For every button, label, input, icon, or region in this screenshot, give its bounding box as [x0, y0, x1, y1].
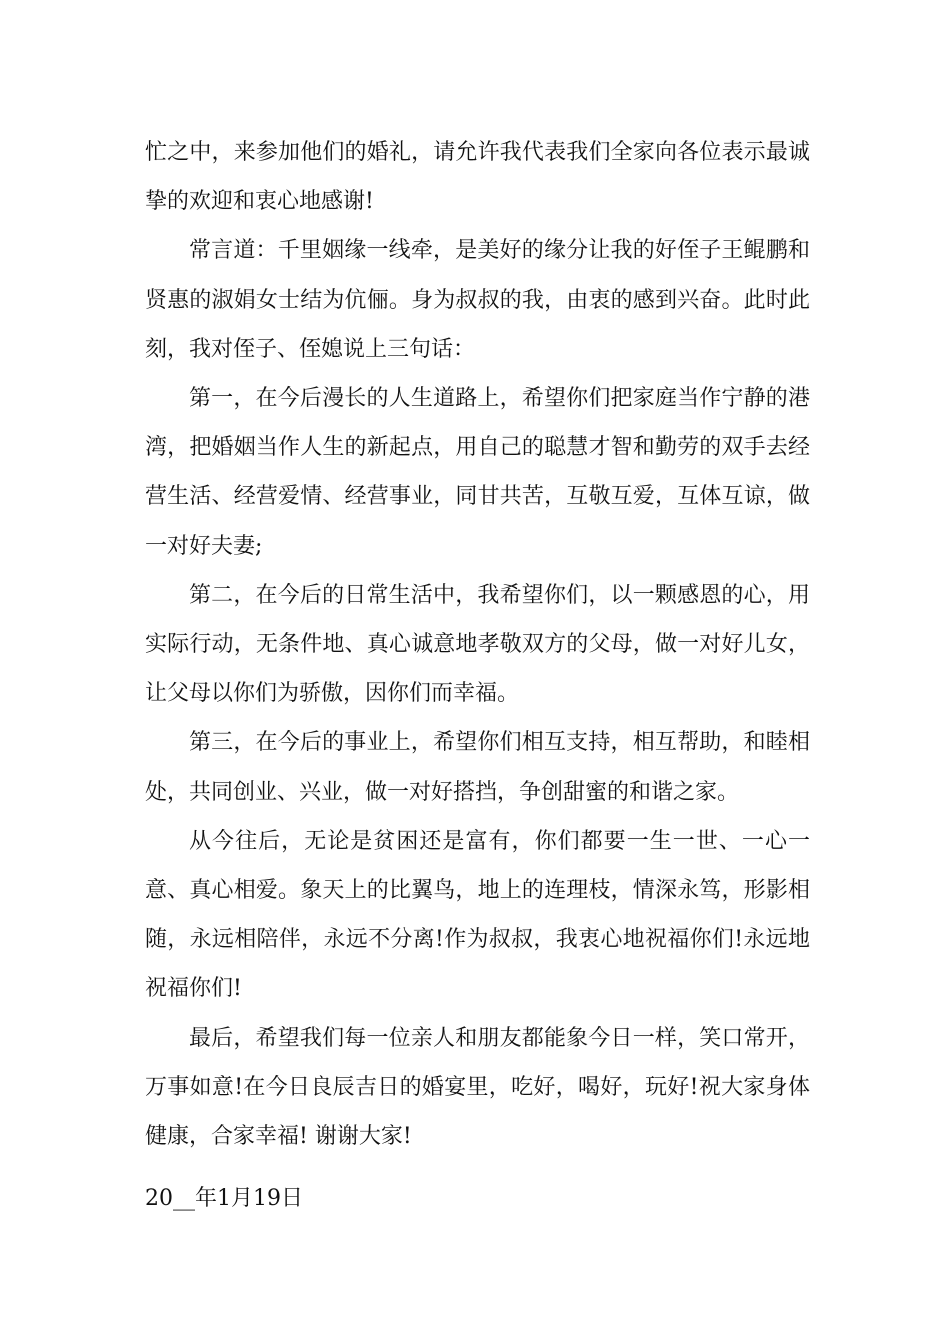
paragraph-blessing: 从今往后，无论是贫困还是富有，你们都要一生一世、一心一意、真心相爱。象天上的比翼鸟，地上的连理枝，情深永笃，形影相随，永远相陪伴，永远不分离!作为叔叔，我衷心地祝福你们!永远地祝福你们! [145, 828, 810, 1002]
paragraph-proverb: 常言道：千里姻缘一线牵，是美好的缘分让我的好侄子王鲲鹏和贤惠的淑娟女士结为伉俪。身为叔叔的我，由衷的感到兴奋。此时此刻，我对侄子、侄媳说上三句话： [145, 238, 810, 362]
paragraph-first-point: 第一，在今后漫长的人生道路上，希望你们把家庭当作宁静的港湾，把婚姻当作人生的新起点，用自己的聪慧才智和勤劳的双手去经营生活、经营爱情、经营事业，同甘共苦，互敬互爱，互体互谅，做一对好夫妻; [145, 386, 810, 559]
paragraph-second-point: 第二，在今后的日常生活中，我希望你们，以一颗感恩的心，用实际行动，无条件地、真心诚意地孝敬双方的父母，做一对好儿女，让父母以你们为骄傲，因你们而幸福。 [145, 582, 810, 707]
document-date: 20__年1月19日 [145, 1186, 303, 1211]
paragraph-closing: 最后，希望我们每一位亲人和朋友都能象今日一样，笑口常开，万事如意!在今日良辰吉日的婚宴里，吃好，喝好，玩好!祝大家身体健康，合家幸福! 谢谢大家! [145, 1025, 810, 1150]
paragraph-third-point: 第三，在今后的事业上，希望你们相互支持，相互帮助，和睦相处，共同创业、兴业，做一对好搭挡，争创甜蜜的和谐之家。 [145, 730, 810, 805]
document-body [145, 128, 810, 1161]
paragraph-opening: 忙之中，来参加他们的婚礼，请允许我代表我们全家向各位表示最诚挚的欢迎和衷心地感谢! [145, 140, 810, 215]
